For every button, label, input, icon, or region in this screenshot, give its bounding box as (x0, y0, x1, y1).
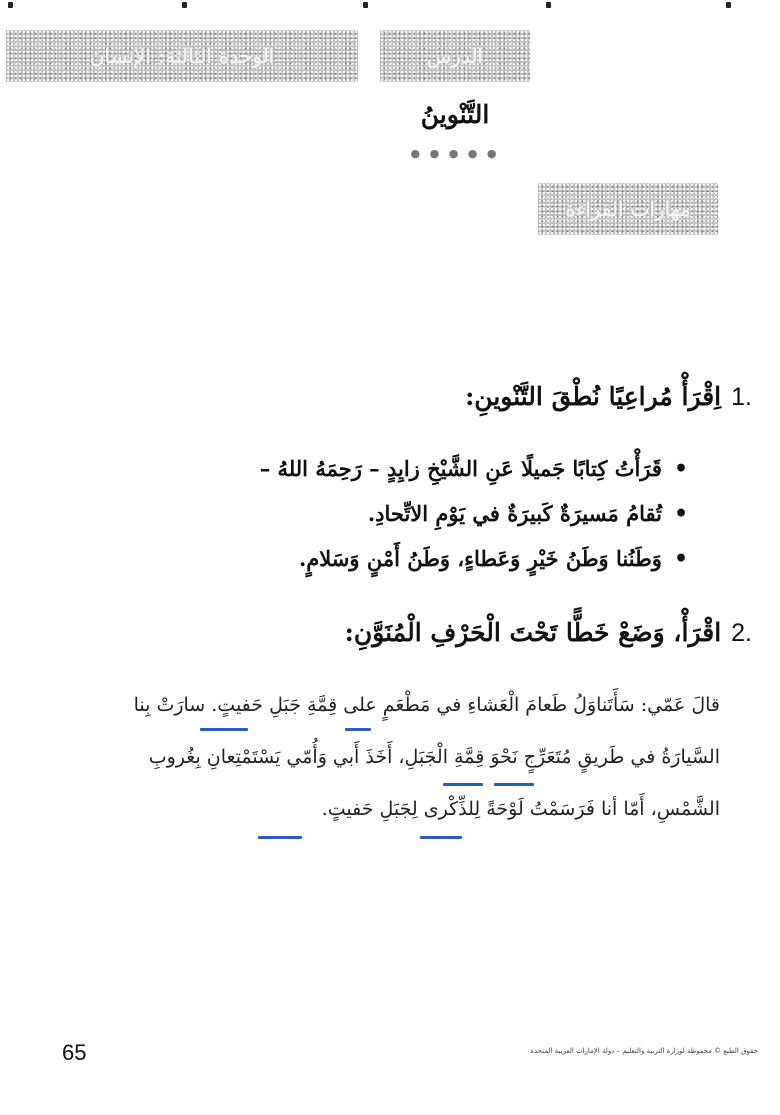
question-2-number: 2. (731, 619, 752, 647)
copyright-notice: حقوق الطبع © محفوظة لوزارة التربية والتعليم – دولة الإمارات العربية المتحدة (530, 1047, 758, 1055)
answer-underline (420, 836, 462, 839)
scan-marks (0, 0, 780, 12)
bullet-item: • قَرَأْتُ كِتابًا جَميلًا عَنِ الشَّيْخِ زايِدٍ – رَحِمَهُ اللهُ – (260, 446, 688, 491)
title-dots: ● ● ● ● ● (410, 147, 500, 160)
lesson-banner (380, 30, 530, 82)
section-banner-text: مهارات القراءة (565, 197, 691, 221)
question-1-instruction: اِقْرَأْ مُراعِيًا نُطْقَ التَّنْوينِ: (465, 382, 722, 411)
question-2 (345, 618, 752, 648)
unit-banner-text: الوحدة الثالثة: الإنسان (89, 44, 275, 68)
bullet-item: • تُقامُ مَسيرَةٌ كَبيرَةٌ في يَوْمِ الاتِّحادِ. (260, 491, 688, 536)
unit-banner (6, 30, 358, 82)
bullet-item: • وَطَنُنا وَطَنُ خَيْرٍ وَعَطاءٍ، وَطَنُ أَمْنٍ وَسَلامٍ. (260, 536, 688, 581)
question-2-passage (110, 685, 720, 841)
question-2-instruction: اقْرَأْ، وَضَعْ خَطًّا تَحْتَ الْحَرْفِ الْمُنَوَّنِ: (344, 618, 722, 647)
answer-underline (200, 728, 248, 731)
lesson-banner-text: الدرس (426, 44, 484, 68)
passage-line: قالَ عَمّي: سَأَتَناوَلُ طَعامَ الْعَشاءِ في مَطْعَمٍ على قِمَّةِ جَبَلِ حَفيتٍ. سارَتْ بِنا (133, 694, 720, 716)
answer-underline (345, 728, 371, 731)
passage-line: الشَّمْسِ، أَمّا أنا فَرَسَمْتُ لَوْحَةً لِلذِّكْرى لِجَبَلِ حَفيتٍ. (321, 798, 720, 820)
lesson-title: التَّنْوينُ (420, 100, 490, 129)
question-1-bullets (260, 446, 688, 581)
answer-underline (494, 783, 534, 786)
question-1-number: 1. (731, 383, 752, 411)
answer-underline (258, 836, 302, 839)
section-banner (538, 183, 718, 235)
answer-underline (443, 783, 483, 786)
passage-line: السَّيارَةُ في طَريقٍ مُتَعَرِّجٍ نَحْوَ قِمَّةِ الْجَبَلِ، أَخَذَ أَبي وَأُمّي يَسْتَمْتِعانِ بِغُروبِ (148, 746, 720, 768)
question-1 (465, 382, 752, 412)
page-number: 65 (62, 1040, 87, 1065)
